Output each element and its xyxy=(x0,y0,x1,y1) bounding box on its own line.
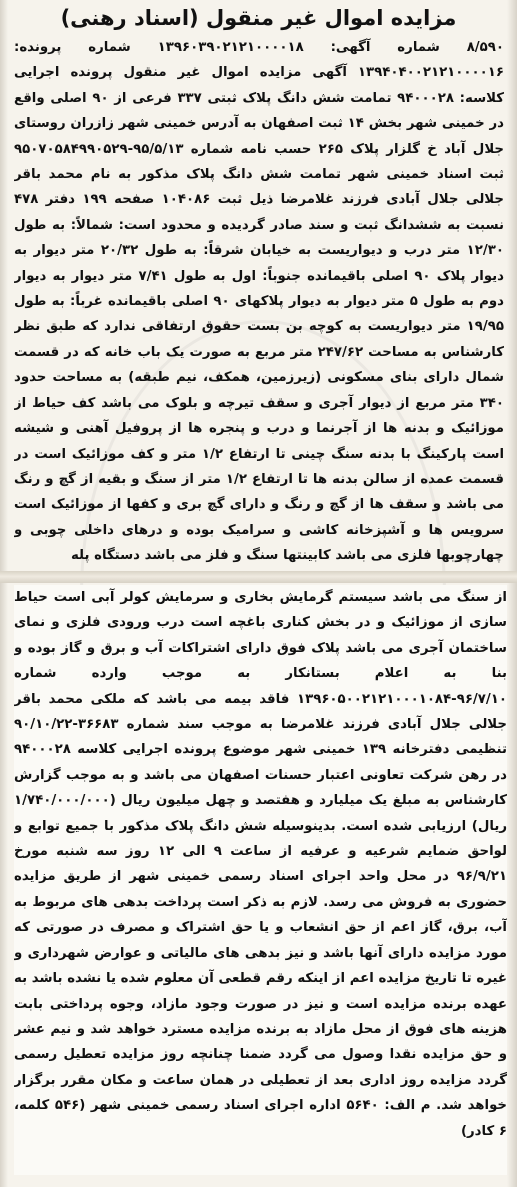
title-area xyxy=(0,0,517,36)
clipping-seam xyxy=(0,571,517,583)
notice-body-upper: ۸/۵۹۰ شماره آگهی: ۱۳۹۶۰۳۹۰۲۱۲۱۰۰۰۰۱۸ شماره پرونده: ۱۳۹۴۰۴۰۰۲۱۲۱۰۰۰۰۱۶ آگهی مزایده اموال غیر منقول پرونده اجرایی کلاسه: ۹۴۰۰۰۲۸ تمامت شش دانگ پلاک ثبتی ۳۳۷ فرعی از ۹۰ اصلی واقع در خمینی شهر بخش ۱۴ ثبت اصفهان به آدرس خمینی شهر زازران روستای جلال آباد خ گلزار پلاک ۲۶۵ حسب نامه شماره ۹۵/۵/۱۳-۹۵۰۷۰۵۸۴۹۹۰۵۲۹ ثبت اسناد خمینی شهر تمامت شش دانگ پلاک مذکور به نام محمد باقر جلالی جلال آبادی فرزند غلامرضا ذیل ثبت ۱۰۴۰۸۶ صفحه ۱۹۹ دفتر ۴۷۸ نسبت به ششدانگ ثبت و سند صادر گردیده و محدود است: شمالاً: به طول ۱۲/۳۰ متر درب و دیواریست به خیابان شرقاً: به طول ۲۰/۳۲ متر دیوار به دیوار پلاک ۹۰ اصلی باقیمانده جنوباً: اول به طول ۷/۴۱ متر دیوار به دیوار دوم به طول ۵ متر دیوار به دیوار پلاکهای ۹۰ اصلی باقیمانده غرباً: به طول ۱۹/۹۵ متر دیواریست به کوچه بن بست حقوق ارتفاقی ندارد که طبق نظر کارشناس به مساحت ۲۴۷/۶۲ متر مربع به صورت یک باب خانه که در قسمت شمال دارای بنای مسکونی (زیرزمین، همکف، نیم طبقه) به مساحت حدود ۳۴۰ متر مربع از دیوار آجری و سقف تیرچه و بلوک می باشد کف حیاط از موزائیک و بدنه ها از آجرنما و درب و پنجره ها از پروفیل آهنی و شیشه است پارکینگ با بدنه سنگ چینی تا ارتفاع ۱/۲ متر و کف موزائیک است در قسمت عمده از سالن بدنه ها تا ارتفاع ۱/۲ متر از سنگ و بقیه از گچ و رنگ می باشد و سقف ها از گچ و رنگ و دارای گچ بری و کفها از موزائیک است سرویس ها و آشپزخانه کاشی و سرامیک بوده و درهای داخلی چوبی و چهارچوبها فلزی می باشد کابینتها سنگ و فلز می باشد دستگاه پله xyxy=(14,40,504,564)
notice-body-lower: از سنگ می باشد سیستم گرمایش بخاری و سرمایش کولر آبی است حیاط سازی از موزائیک و در بخش کناری باغچه است درب ورودی فلزی و نمای ساختمان آجری می باشد پلاک فوق دارای اشتراکات آب و برق و گاز بوده و بنا به اعلام بستانکار به موجب وارده شماره ۹۶/۷/۱۰-۱۳۹۶۰۵۰۰۲۱۲۱۰۰۰۱۰۸۴ فاقد بیمه می باشد که ملکی محمد باقر جلالی جلال آبادی فرزند غلامرضا به موجب سند شماره ۳۶۶۸۳-۹۰/۱۰/۲۲ تنظیمی دفترخانه ۱۳۹ خمینی شهر موضوع پرونده اجرایی کلاسه ۹۴۰۰۰۲۸ در رهن شرکت تعاونی اعتبار حسنات اصفهان می باشد و به موجب گزارش کارشناس به مبلغ یک میلیارد و هفتصد و چهل میلیون ریال (۱/۷۴۰/۰۰۰/۰۰۰ ریال) ارزیابی شده است. بدینوسیله شش دانگ پلاک مذکور با جمیع توابع و لواحق ضمایم شرعیه و عرفیه از ساعت ۹ الی ۱۲ روز سه شنبه مورخ ۹۶/۹/۲۱ در محل واحد اجرای اسناد رسمی خمینی شهر از طریق مزایده حضوری به فروش می رسد. لازم به ذکر است پرداخت بدهی های مربوط به آب، برق، گاز اعم از حق انشعاب و یا حق اشتراک و مصرف در صورتی که مورد مزایده دارای آنها باشد و نیز بدهی های مالیاتی و عوارض شهرداری و غیره تا تاریخ مزایده اعم از اینکه رقم قطعی آن معلوم شده یا نشده باشد به عهده برنده مزایده است و نیز در صورت وجود مازاد، وجوه پرداختی بابت هزینه های فوق از محل مازاد به برنده مزایده مسترد خواهد شد و نیم عشر و حق مزایده نقدا وصول می گردد ضمنا چنانچه روز مزایده تعطیل رسمی گردد مزایده روز اداری بعد از تعطیلی در همان ساعت و مکان مقرر برگزار خواهد شد. م الف: ۵۶۴۰ اداره اجرای اسناد رسمی خمینی شهر (۵۴۶ کلمه، ۶ کادر) xyxy=(14,585,507,1175)
left-paper-edge xyxy=(0,0,8,1187)
notice-title: مزایده اموال غیر منقول (اسناد رهنی) xyxy=(60,6,457,30)
right-paper-edge xyxy=(507,0,517,1187)
